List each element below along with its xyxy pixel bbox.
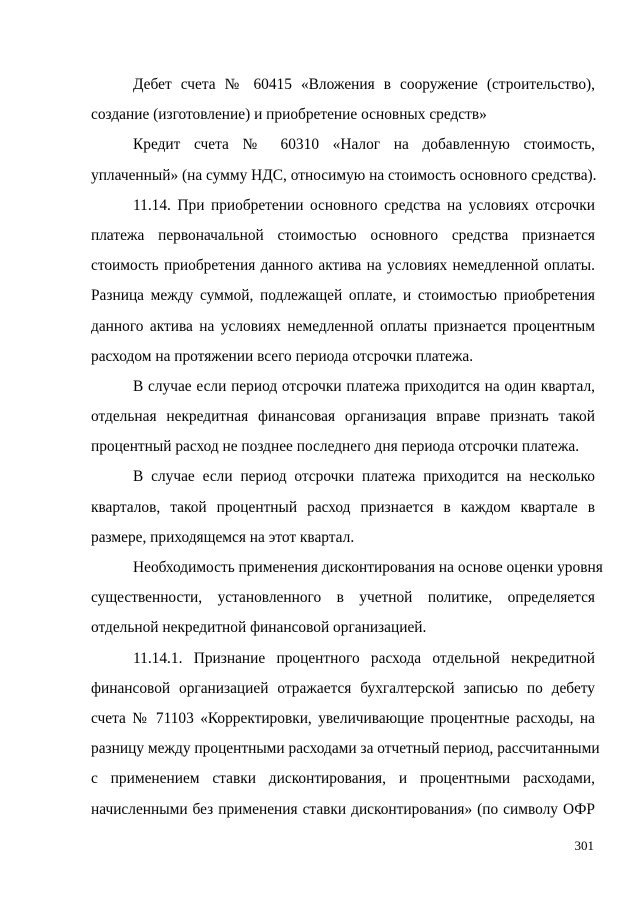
text-line: начисленными без применения ставки дисконтирования» (по символу ОФР	[91, 800, 595, 818]
text-line: Дебет счета № 60415 «Вложения в сооружение (строительство),	[133, 76, 595, 93]
text-line: Необходимость применения дисконтирования на основе оценки уровня	[133, 559, 603, 576]
text-line: существенности, установленного в учетной политике, определяется	[91, 589, 595, 607]
text-line: Кредит счета № 60310 «Налог на добавленную стоимость,	[133, 136, 595, 154]
text-line: В случае если период отсрочки платежа приходится на один квартал,	[133, 377, 595, 395]
text-line: разницу между процентными расходами за отчетный период, рассчитанными	[91, 740, 600, 758]
text-line: В случае если период отсрочки платежа приходится на несколько	[133, 468, 595, 486]
paragraph-several-quarters	[91, 462, 595, 553]
paragraph-debit-60415	[91, 70, 595, 130]
text-line: с применением ставки дисконтирования, и процентными расходами,	[91, 770, 595, 788]
text-line: финансовой организацией отражается бухгалтерской записью по дебету	[91, 679, 595, 697]
document-body	[91, 70, 603, 825]
text-line: 11.14.1. Признание процентного расхода отдельной некредитной	[133, 649, 595, 667]
text-line: кварталов, такой процентный расход признается в каждом квартале в	[91, 498, 595, 516]
text-line: процентный расход не позднее последнего дня периода отсрочки платежа.	[91, 438, 580, 456]
text-line: отдельная некредитная финансовая организация вправе признать такой	[91, 408, 595, 426]
text-line: размере, приходящемся на этот квартал.	[91, 528, 355, 546]
text-line: стоимость приобретения данного актива на условиях немедленной оплаты.	[91, 257, 595, 275]
text-line: создание (изготовление) и приобретение основных средств»	[91, 106, 487, 124]
text-line: платежа первоначальной стоимостью основного средства признается	[91, 226, 595, 244]
text-line: уплаченный» (на сумму НДС, относимую на стоимость основного средства).	[91, 166, 597, 184]
text-line: отдельной некредитной финансовой организацией.	[91, 619, 427, 637]
paragraph-discounting	[91, 553, 603, 644]
text-line: счета № 71103 «Корректировки, увеличивающие процентные расходы, на	[91, 709, 595, 727]
paragraph-credit-60310	[91, 130, 595, 190]
text-line: 11.14. При приобретении основного средства на условиях отсрочки	[133, 196, 595, 214]
page-number: 301	[574, 838, 594, 853]
text-line: данного актива на условиях немедленной оплаты признается процентным	[91, 317, 595, 335]
paragraph-one-quarter	[91, 372, 595, 463]
text-line: Разница между суммой, подлежащей оплате, и стоимостью приобретения	[91, 287, 595, 305]
paragraph-11-14-1	[91, 644, 600, 825]
paragraph-11-14	[91, 191, 595, 372]
text-line: расходом на протяжении всего периода отсрочки платежа.	[91, 347, 474, 365]
